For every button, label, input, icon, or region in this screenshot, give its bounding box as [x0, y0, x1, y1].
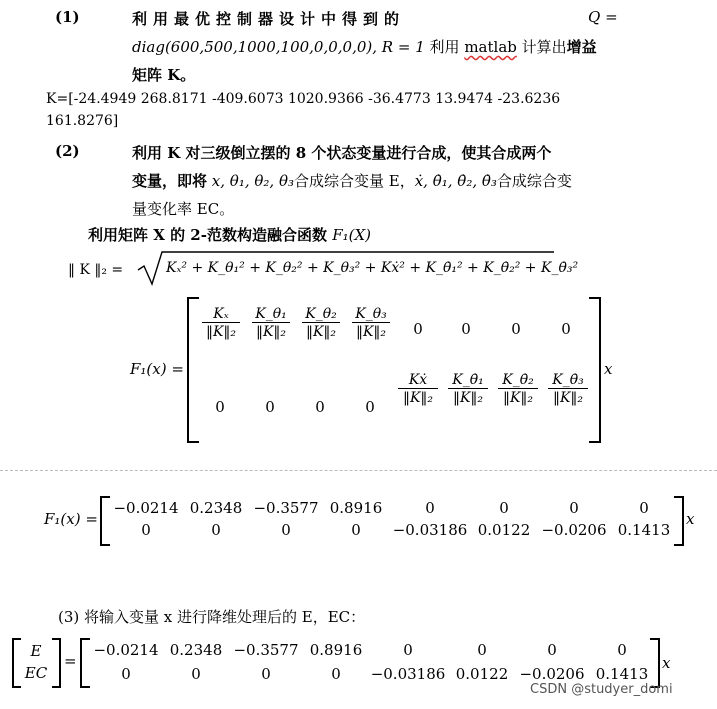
matrix-cell: 0	[425, 499, 435, 517]
matrix-cell: −0.0206	[519, 665, 585, 683]
page-divider	[0, 470, 717, 471]
f1-left-bracket	[187, 297, 199, 443]
f1-right-bracket	[589, 297, 601, 443]
f1-symbolic-rhs: x	[604, 360, 613, 378]
section2-line1: 利用 K 对三级倒立摆的 8 个状态变量进行合成，使其合成两个	[132, 144, 552, 162]
frac-den: ‖K‖₂	[352, 322, 390, 340]
matrix-cell: 0.8916	[329, 499, 383, 517]
frac-den: ‖K‖₂	[548, 388, 588, 406]
zero-cell: 0	[315, 398, 325, 416]
frac-den: ‖K‖₂	[302, 322, 340, 340]
matrix-cell: −0.03186	[370, 665, 446, 683]
matrix-cell: 0	[281, 521, 291, 539]
matrix-cell: 0.2348	[189, 499, 243, 517]
vec-ec: EC	[24, 664, 48, 682]
section2-line3: 量变化率 EC。	[132, 200, 235, 218]
section2-line2	[132, 170, 572, 191]
section2-number: (2)	[55, 142, 80, 160]
frac-num: K_θ₁	[255, 306, 287, 322]
text-namely: 变量，即将	[132, 172, 208, 190]
matrix-cell: −0.0214	[93, 641, 159, 659]
matrix-cell: 0	[499, 499, 509, 517]
text-gain: 增益	[566, 38, 597, 56]
state-vars-2: ẋ, θ̇₁, θ̇₂, θ̇₃	[414, 172, 497, 190]
text-combine-ec: 合成综合变	[496, 172, 572, 190]
frac-den: ‖K‖₂	[252, 322, 290, 340]
state-vars-1: x, θ₁, θ₂, θ₃	[211, 172, 294, 190]
diag-expression: diag(600,500,1000,100,0,0,0,0), R = 1	[132, 38, 425, 56]
zero-cell: 0	[365, 398, 375, 416]
matrix-cell: 0.0122	[477, 521, 531, 539]
f1-numeric-rhs: x	[686, 510, 695, 528]
matrix-cell: 0	[477, 641, 487, 659]
matrix-cell: 0	[569, 499, 579, 517]
section1-line1: 利用最优控制器设计中得到的	[132, 10, 406, 28]
frac-ktheta1	[252, 306, 290, 340]
matrix-cell: −0.3577	[233, 641, 299, 659]
frac-num: K_θ̇₁	[452, 372, 484, 388]
section3-title: (3) 将输入变量 x 进行降维处理后的 E，EC：	[58, 608, 366, 626]
matrix-cell: −0.0206	[541, 521, 607, 539]
frac-kthetadot2	[498, 372, 538, 406]
section3-rhs: x	[662, 654, 671, 672]
frac-kx	[202, 306, 240, 340]
matrix-cell: 0	[331, 665, 341, 683]
frac-num: Kₓ	[213, 306, 229, 322]
frac-den: ‖K‖₂	[202, 322, 240, 340]
norm-lhs: ‖ K ‖₂ =	[68, 262, 124, 278]
matrix-cell: 0	[261, 665, 271, 683]
fusion-subtitle	[88, 224, 371, 245]
zero-cell: 0	[511, 320, 521, 338]
frac-num: K_θ₃	[355, 306, 387, 322]
frac-den: ‖K‖₂	[448, 388, 488, 406]
zero-cell: 0	[461, 320, 471, 338]
section1-number: (1)	[55, 8, 80, 26]
frac-kthetadot3	[548, 372, 588, 406]
frac-ktheta3	[352, 306, 390, 340]
frac-ktheta2	[302, 306, 340, 340]
matrix-cell: 0.1413	[617, 521, 671, 539]
k-vector-line1: K=[-24.4949 268.8171 -409.6073 1020.9366 -36.4773 13.9474 -23.6236	[46, 91, 561, 107]
section1-q-symbol: Q =	[588, 8, 618, 26]
matrix-cell: 0.1413	[595, 665, 649, 683]
frac-num: K_θ̇₂	[502, 372, 534, 388]
subtitle-text: 利用矩阵 X 的 2-范数构造融合函数	[88, 226, 327, 244]
matrix-cell: 0.0122	[455, 665, 509, 683]
matrix-cell: −0.3577	[253, 499, 319, 517]
section1-line3: 矩阵 K。	[132, 66, 196, 84]
matrix-cell: 0	[639, 499, 649, 517]
section1-line2	[132, 36, 597, 57]
matrix-cell: 0	[211, 521, 221, 539]
matrix-cell: 0	[617, 641, 627, 659]
f1-symbolic-lhs: F₁(x) =	[130, 360, 184, 378]
zero-cell: 0	[561, 320, 571, 338]
frac-num: Kẋ	[408, 372, 428, 388]
matrix-cell: 0	[403, 641, 413, 659]
frac-num: K_θ₂	[305, 306, 337, 322]
matrix-cell: 0.8916	[309, 641, 363, 659]
frac-den: ‖K‖₂	[498, 388, 538, 406]
subtitle-math: F₁(X)	[332, 226, 372, 244]
text-combine-e: 合成综合变量 E，	[294, 172, 415, 190]
matrix-cell: −0.0214	[113, 499, 179, 517]
matrix-cell: −0.03186	[392, 521, 468, 539]
csdn-watermark: CSDN @studyer_domi	[530, 682, 673, 697]
text-use: 利用	[429, 38, 460, 56]
zero-cell: 0	[265, 398, 275, 416]
frac-num: K_θ̇₃	[552, 372, 584, 388]
matrix-cell: 0	[121, 665, 131, 683]
text-compute: 计算出	[521, 38, 567, 56]
matrix-cell: 0	[547, 641, 557, 659]
frac-den: ‖K‖₂	[398, 388, 438, 406]
zero-cell: 0	[413, 320, 423, 338]
matrix-cell: 0	[191, 665, 201, 683]
zero-cell: 0	[215, 398, 225, 416]
vec-e: E	[30, 642, 42, 660]
f1-numeric-lhs: F₁(x) =	[44, 510, 98, 528]
section3-equals: =	[64, 652, 77, 670]
matrix-cell: 0	[351, 521, 361, 539]
frac-kthetadot1	[448, 372, 488, 406]
vec-right-bracket	[52, 638, 61, 688]
matlab-word: matlab	[464, 38, 517, 56]
norm-radicand: Kₓ² + K_θ₁² + K_θ₂² + K_θ₃² + Kẋ² + K_θ̇₁² + K_θ̇₂² + K_θ̇₃²	[166, 260, 579, 276]
matrix-cell: 0.2348	[169, 641, 223, 659]
frac-kxdot	[398, 372, 438, 406]
k-vector-line2: 161.8276]	[46, 113, 119, 129]
matrix-cell: 0	[141, 521, 151, 539]
